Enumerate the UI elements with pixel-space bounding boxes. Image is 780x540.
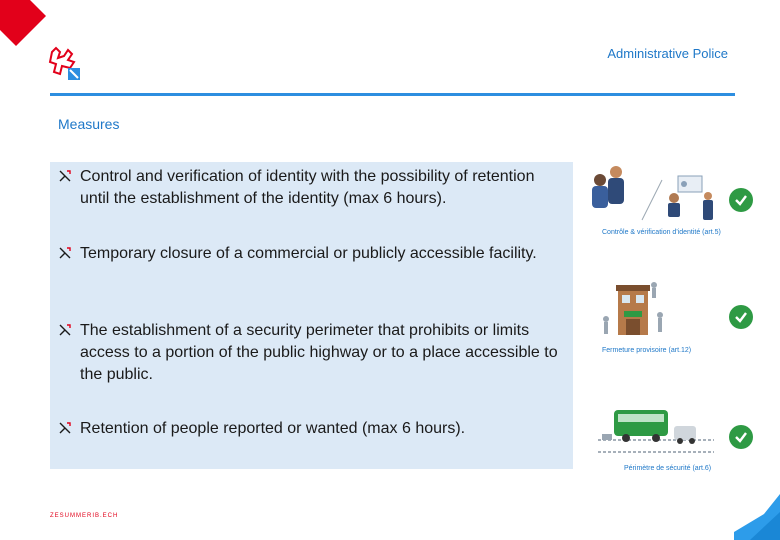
illustration-temporary-closure	[598, 275, 708, 365]
illustration-identity-check	[582, 160, 752, 240]
measure-text: Retention of people reported or wanted (max 6 hours).	[80, 420, 466, 437]
illustration-security-perimeter	[596, 404, 726, 479]
measure-item	[58, 418, 563, 440]
coat-of-arms-logo	[48, 46, 82, 82]
measure-item	[58, 243, 563, 265]
measure-text: Control and verification of identity with the possibility of retention until the establishment of the identity (max 6 hours).	[80, 168, 535, 207]
security-perimeter-icon	[596, 404, 716, 458]
bullet-icon	[58, 247, 72, 259]
check-icon	[729, 425, 753, 449]
illustration-caption: Fermeture provisoire (art.12)	[602, 347, 692, 354]
measure-text: Temporary closure of a commercial or publicly accessible facility.	[80, 245, 537, 262]
header-divider	[50, 93, 735, 96]
closed-building-icon	[598, 275, 668, 341]
section-title: Measures	[58, 116, 120, 132]
corner-decoration-top-left	[0, 0, 48, 48]
header-label: Administrative Police	[607, 46, 728, 61]
bullet-icon	[58, 324, 72, 336]
identity-check-icon	[582, 160, 722, 226]
corner-decoration-bottom-right	[734, 492, 780, 540]
measure-text: The establishment of a security perimeter that prohibits or limits access to a portion of the public highway or to a place accessible to the public.	[80, 322, 558, 383]
bullet-icon	[58, 170, 72, 182]
footer-text: ZESUMMERIB.ECH	[50, 513, 119, 519]
bullet-icon	[58, 422, 72, 434]
illustration-caption: Contrôle & vérification d'identité (art.5)	[602, 229, 721, 236]
illustration-caption: Périmètre de sécurité (art.6)	[624, 465, 712, 472]
check-icon	[729, 188, 753, 212]
check-icon	[729, 305, 753, 329]
measure-item	[58, 166, 563, 210]
measure-item	[58, 320, 563, 386]
